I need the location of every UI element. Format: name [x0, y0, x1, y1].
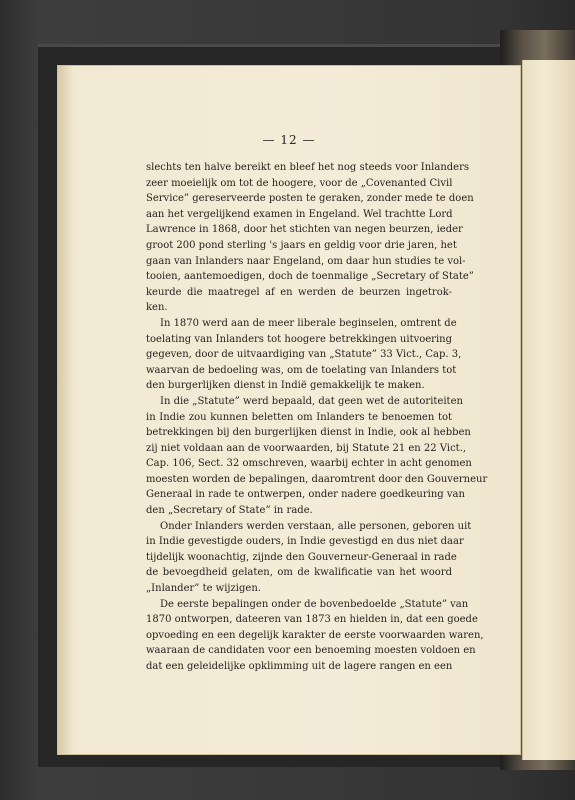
text-line: dat een geleidelijke opklimming uit de lagere rangen en een	[146, 661, 453, 672]
text-line: de bevoegdheid gelaten, om de kwalificatie van het woord	[146, 567, 452, 579]
text-line: tooien, aantemoedigen, doch de toenmalige „Secretary of State”	[146, 271, 474, 283]
text-line: in Indie zou kunnen beletten om Inlanders te benoemen tot	[146, 411, 452, 423]
text-line: den burgerlijken dienst in Indië gemakkelijk te maken.	[146, 380, 425, 392]
text-line: Onder Inlanders werden verstaan, alle personen, geboren uit	[160, 520, 472, 532]
text-line: In die „Statute” werd bepaald, dat geen wet de autoriteiten	[160, 395, 463, 407]
text-line: zij niet voldaan aan de voorwaarden, bij Statute 21 en 22 Vict.,	[146, 442, 467, 454]
right-page-edge	[522, 60, 575, 760]
text-line: Lawrence in 1868, door het stichten van negen beurzen, ieder	[146, 224, 463, 236]
text-line: keurde die maatregel af en werden de beurzen ingetrok-	[146, 286, 452, 298]
text-line: opvoeding en een degelijk karakter de eerste voorwaarden waren,	[146, 629, 484, 641]
text-line: ken.	[146, 302, 168, 314]
text-line: Generaal in rade te ontwerpen, onder nadere goedkeuring van	[146, 489, 465, 501]
text-line: tijdelijk woonachtig, zijnde den Gouverneur-Generaal in rade	[146, 551, 457, 563]
text-line: „Inlander” te wijzigen.	[146, 583, 261, 595]
text-line: 1870 ontworpen, dateeren van 1873 en hielden in, dat een goede	[146, 614, 478, 626]
text-line: gegeven, door de uitvaardiging van „Statute” 33 Vict., Cap. 3,	[146, 349, 462, 361]
text-line: slechts ten halve bereikt en bleef het nog steeds voor Inlanders	[146, 162, 470, 173]
text-line: Cap. 106, Sect. 32 omschreven, waarbij echter in acht genomen	[146, 458, 472, 470]
page-number: — 12 —	[262, 133, 316, 147]
text-line: Service” gereserveerde posten te geraken, zonder mede te doen	[146, 193, 474, 205]
text-line: in Indie gevestigde ouders, in Indie gevestigd en dus niet daar	[146, 536, 464, 548]
text-line: gaan van Inlanders naar Engeland, om daar hun studies te vol-	[146, 255, 466, 267]
text-line: betrekkingen bij den burgerlijken dienst in Indie, ook al hebben	[146, 427, 471, 439]
body-text	[146, 160, 488, 675]
text-line: De eerste bepalingen onder de bovenbedoelde „Statute” van	[160, 598, 469, 610]
text-line: groot 200 pond sterling 's jaars en geldig voor drie jaren, het	[146, 239, 457, 251]
page-gutter-shadow	[58, 66, 72, 754]
text-line: waarvan de bedoeling was, om de toelating van Inlanders tot	[146, 364, 457, 376]
text-line: den „Secretary of State” in rade.	[146, 505, 313, 517]
text-line: aan het vergelijkend examen in Engeland. Wel trachtte Lord	[146, 208, 453, 220]
text-line: moesten worden de bepalingen, daaromtrent door den Gouverneur	[146, 473, 488, 485]
text-line: toelating van Inlanders tot hoogere betrekkingen uitvoering	[146, 333, 452, 345]
text-line: waaraan de candidaten voor een benoeming moesten voldoen en	[146, 645, 476, 657]
text-line: In 1870 werd aan de meer liberale beginselen, omtrent de	[160, 317, 457, 329]
text-line: zeer moeielijk om tot de hoogere, voor de „Covenanted Civil	[146, 177, 453, 189]
